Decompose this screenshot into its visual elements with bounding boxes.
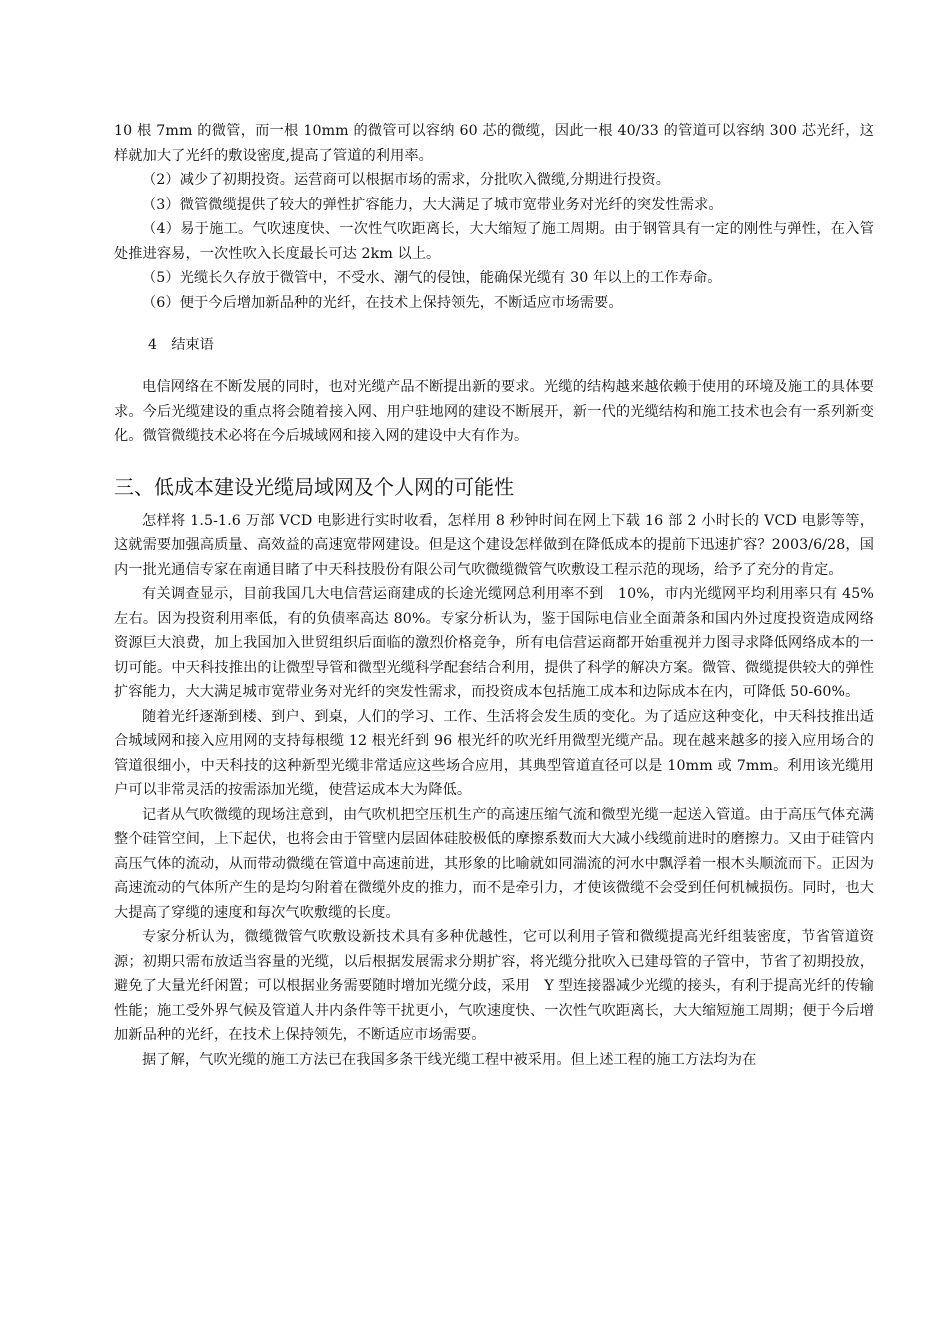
document-page [114, 119, 874, 1072]
section-4-heading: 4 结束语 [148, 337, 214, 353]
list-item-2: （2）减少了初期投资。运营商可以根据市场的需求，分批吹入微缆,分期进行投资。 [142, 172, 671, 188]
paragraph-continuation: 10 根 7mm 的微管，而一根 10mm 的微管可以容纳 60 芯的微缆，因此一根 40/33 的管道可以容纳 300 芯光纤，这样就加大了光纤的敷设密度,提高了管道的利用率。 [114, 123, 874, 164]
body-paragraph-6: 据了解，气吹光缆的施工方法已在我国多条干线光缆工程中被采用。但上述工程的施工方法均为在 [142, 1051, 757, 1068]
list-item-4: （4）易于施工。气吹速度快、一次性气吹距离长，大大缩短了施工周期。由于钢管具有一定的刚性与弹性，在入管处推进容易，一次性吹入长度最长可达 2km 以上。 [114, 221, 874, 262]
conclusion-paragraph: 电信网络在不断发展的同时，也对光缆产品不断提出新的要求。光缆的结构越来越依赖于使用的环境及施工的具体要求。今后光缆建设的重点将会随着接入网、用户驻地网的建设不断展开，新一代的光缆结构和施工技术也会有一系列新变化。微管微缆技术必将在今后城域网和接入网的建设中大有作为。 [114, 379, 874, 444]
list-item-3: （3）微管微缆提供了较大的弹性扩容能力，大大满足了城市宽带业务对光纤的突发性需求。 [142, 196, 723, 213]
section-3-title: 三、低成本建设光缆局域网及个人网的可能性 [114, 474, 514, 499]
list-item-6: （6）便于今后增加新品种的光纤，在技术上保持领先，不断适应市场需要。 [142, 294, 623, 311]
body-paragraph-5: 专家分析认为，微缆微管气吹敷设新技术具有多种优越性，它可以利用子管和微缆提高光纤组装密度，节省管道资源；初期只需布放适当容量的光缆，以后根据发展需求分期扩容，将光缆分批吹入已建母管的子管中，节省了初期投放，避免了大量光纤闲置；可以根据业务需要随时增加光缆分歧，采用 Y 型连接器减少光缆的接头，有利于提高光纤的传输性能；施工受外界气候及管道人井内条件等干扰更小，气吹速度快、一次性气吹距离长，大大缩短施工周期；便于今后增加新品种的光纤，在技术上保持领先，不断适应市场需要。 [114, 929, 874, 1043]
body-paragraph-1: 怎样将 1.5-1.6 万部 VCD 电影进行实时收看，怎样用 8 秒钟时间在网上下载 16 部 2 小时长的 VCD 电影等等，这就需要加强高质量、高效益的高速宽带网建设。但是这个建设怎样做到在降低成本的提前下迅速扩容？2003/6/28，国内一批光通信专家在南通目睹了中天科技股份有限公司气吹微缆微管气吹敷设工程示范的现场，给予了充分的肯定。 [114, 512, 874, 578]
list-item-5: （5）光缆长久存放于微管中，不受水、潮气的侵蚀，能确保光缆有 30 年以上的工作寿命。 [142, 270, 722, 286]
body-paragraph-4: 记者从气吹微缆的现场注意到，由气吹机把空压机生产的高速压缩气流和微型光缆一起送入管道。由于高压气体充满整个硅管空间，上下起伏，也将会由于管壁内层固体硅胶极低的摩擦系数而大大减小线缆前进时的磨擦力。又由于硅管内高压气体的流动，从而带动微缆在管道中高速前进，其形象的比喻就如同湍流的河水中飘浮着一根木头顺流而下。正因为高速流动的气体所产生的是均匀附着在微缆外皮的推力，而不是牵引力，才使该微缆不会受到任何机械损伤。同时，也大大提高了穿缆的速度和每次气吹敷缆的长度。 [114, 806, 874, 921]
body-paragraph-3: 随着光纤逐渐到楼、到户、到桌，人们的学习、工作、生活将会发生质的变化。为了适应这种变化，中天科技推出适合城域网和接入应用网的支持每根缆 12 根光纤到 96 根光纤的吹光纤用微型光缆产品。现在越来越多的接入应用场合的管道很细小，中天科技的这种新型光缆非常适应这些场合应用，其典型管道直径可以是 10mm 或 7mm。利用该光缆用户可以非常灵活的按需添加光缆，使营运成本大为降低。 [114, 708, 874, 798]
body-paragraph-2: 有关调查显示，目前我国几大电信营运商建成的长途光缆网总利用率不到 10%，市内光缆网平均利用率只有 45%左右。因为投资利用率低，有的负债率高达 80%。专家分析认为，鉴于国际电信业全面萧条和国内外过度投资造成网络资源巨大浪费，加上我国加入世贸组织后面临的激烈价格竞争，所有电信营运商都开始重视并力图寻求降低网络成本的一切可能。中天科技推出的让微型导管和微型光缆科学配套结合利用，提供了科学的解决方案。微管、微缆提供较大的弹性扩容能力，大大满足城市宽带业务对光纤的突发性需求，而投资成本包括施工成本和边际成本在内，可降低 50-60%。 [114, 586, 874, 700]
